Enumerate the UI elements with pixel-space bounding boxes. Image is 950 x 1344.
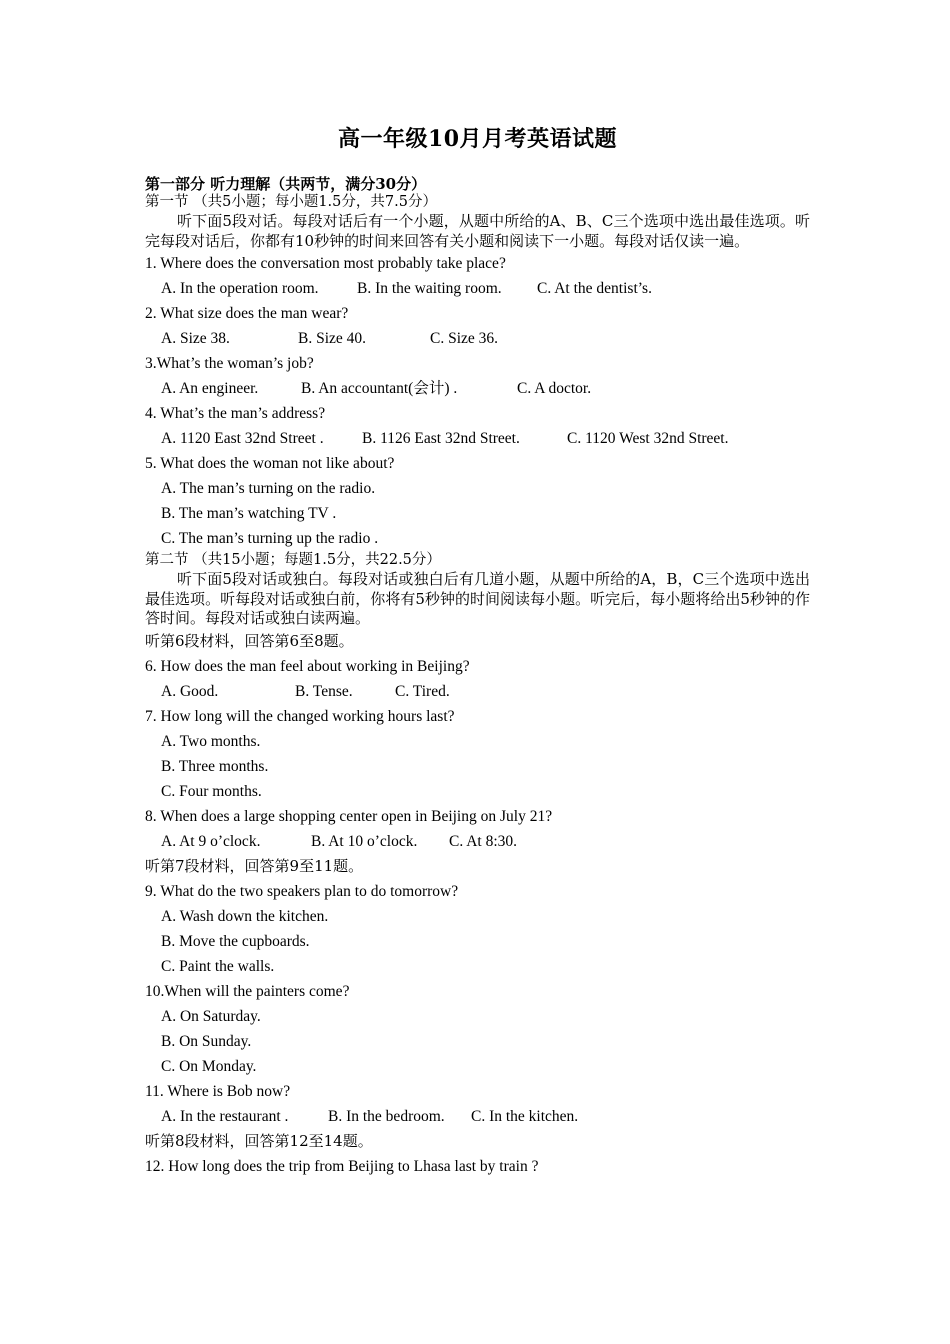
option-c[interactable]: C. A doctor. (517, 380, 592, 397)
option-c[interactable]: C. 1120 West 32nd Street. (567, 430, 729, 447)
option-c[interactable]: C. At 8:30. (449, 832, 518, 850)
section2-instructions: 听下面5段对话或独白。每段对话或独白后有几道小题，从题中所给的A，B，C三个选项中选出最佳选项。听每段对话或独白前，你将有5秒钟的时间阅读每小题。听完后，每小题将给出5秒钟的作答时间。每段对话或独白读两遍。 (145, 570, 810, 627)
option-a[interactable]: A. At 9 o’clock. (161, 832, 261, 850)
option-a[interactable]: A. Good. (161, 682, 219, 700)
question-6: 6. How does the man feel about working in Beijing? (145, 657, 470, 675)
material-note-7: 听第7段材料，回答第9至11题。 (145, 856, 364, 875)
question-9: 9. What do the two speakers plan to do tomorrow? (145, 882, 459, 900)
question-11: 11. Where is Bob now? (145, 1082, 291, 1100)
material-note-8: 听第8段材料，回答第12至14题。 (145, 1131, 373, 1150)
section1-heading: 第一节 （共5小题；每小题1.5分，共7.5分） (145, 194, 437, 210)
option-c[interactable]: C. Size 36. (430, 330, 499, 347)
option-a[interactable]: A. On Saturday. (161, 1007, 261, 1025)
exam-page (145, 122, 810, 1179)
question-5: 5. What does the woman not like about? (145, 455, 395, 472)
question-7: 7. How long will the changed working hours last? (145, 707, 455, 725)
part1-heading: 第一部分 听力理解（共两节，满分30分） (145, 175, 427, 193)
option-a[interactable]: A. Size 38. (161, 330, 230, 347)
option-a[interactable]: A. In the operation room. (161, 280, 319, 297)
option-a[interactable]: A. In the restaurant . (161, 1107, 289, 1125)
option-b[interactable]: B. On Sunday. (161, 1032, 252, 1050)
question-2: 2. What size does the man wear? (145, 305, 349, 322)
section1-instructions: 听下面5段对话。每段对话后有一个小题，从题中所给的A、B、C三个选项中选出最佳选项。听完每段对话后，你都有10秒钟的时间来回答有关小题和阅读下一小题。每段对话仅读一遍。 (145, 212, 810, 250)
option-a[interactable]: A. Two months. (161, 732, 261, 750)
question-11-options (145, 1104, 810, 1129)
material-note-6: 听第6段材料，回答第6至8题。 (145, 631, 354, 650)
option-c[interactable]: C. In the kitchen. (471, 1107, 579, 1125)
question-4: 4. What’s the man’s address? (145, 405, 326, 422)
option-a[interactable]: A. The man’s turning on the radio. (161, 480, 376, 497)
question-1: 1. Where does the conversation most probably take place? (145, 255, 506, 272)
option-b[interactable]: B. In the bedroom. (328, 1107, 445, 1125)
option-b[interactable]: B. An accountant(会计) . (301, 380, 458, 397)
option-c[interactable]: C. At the dentist’s. (537, 280, 652, 297)
option-a[interactable]: A. An engineer. (161, 380, 259, 397)
option-a[interactable]: A. 1120 East 32nd Street . (161, 430, 324, 447)
option-b[interactable]: B. Three months. (161, 757, 269, 775)
question-10: 10.When will the painters come? (145, 982, 350, 1000)
option-a[interactable]: A. Wash down the kitchen. (161, 907, 329, 925)
option-b[interactable]: B. In the waiting room. (357, 280, 502, 297)
question-8-options (145, 829, 810, 854)
question-3: 3.What’s the woman’s job? (145, 355, 314, 372)
option-b[interactable]: B. Tense. (295, 682, 353, 700)
option-c[interactable]: C. Paint the walls. (161, 957, 275, 975)
question-1-options (145, 276, 810, 301)
question-4-options (145, 426, 810, 451)
option-b[interactable]: B. At 10 o’clock. (311, 832, 418, 850)
section2-heading: 第二节 （共15小题；每题1.5分，共22.5分） (145, 552, 441, 568)
question-12: 12. How long does the trip from Beijing to Lhasa last by train ? (145, 1157, 539, 1175)
question-6-options (145, 679, 810, 704)
question-3-options (145, 376, 810, 401)
question-8: 8. When does a large shopping center open in Beijing on July 21? (145, 807, 553, 825)
option-b[interactable]: B. The man’s watching TV . (161, 505, 337, 522)
option-b[interactable]: B. 1126 East 32nd Street. (362, 430, 520, 447)
option-b[interactable]: B. Move the cupboards. (161, 932, 310, 950)
option-c[interactable]: C. Four months. (161, 782, 262, 800)
question-2-options (145, 326, 810, 351)
page-title: 高一年级10月月考英语试题 (337, 126, 618, 152)
option-b[interactable]: B. Size 40. (298, 330, 367, 347)
option-c[interactable]: C. The man’s turning up the radio . (161, 530, 379, 547)
option-c[interactable]: C. On Monday. (161, 1057, 257, 1075)
option-c[interactable]: C. Tired. (395, 682, 450, 700)
